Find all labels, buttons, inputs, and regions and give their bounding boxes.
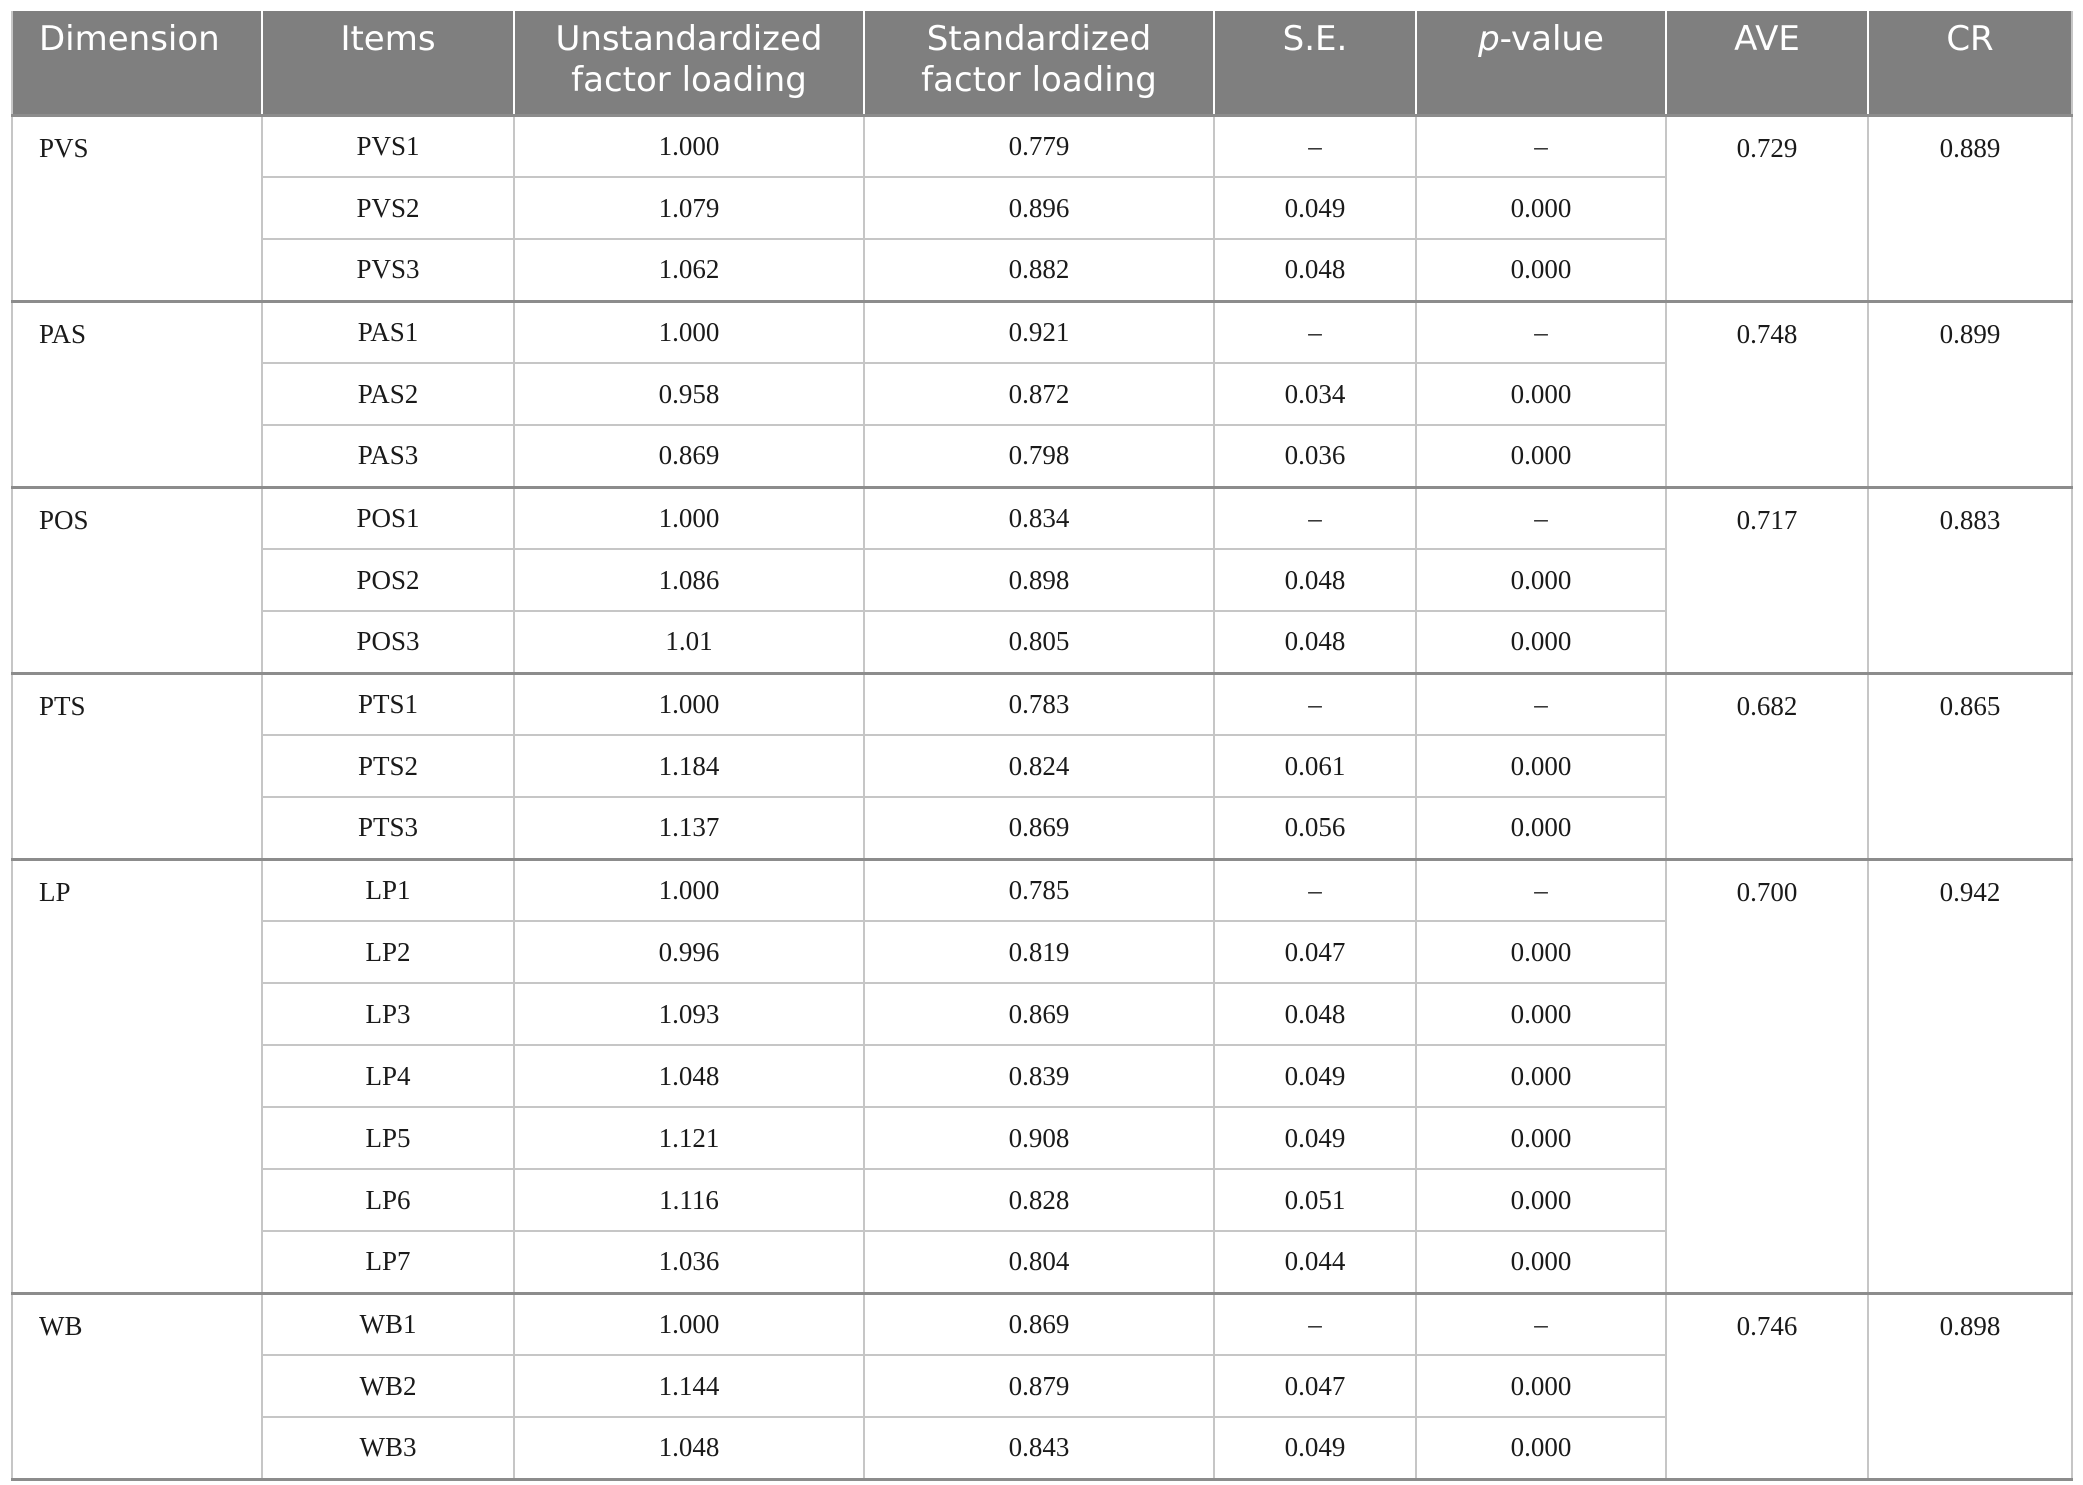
se-cell: –	[1214, 301, 1416, 363]
unstandardized-loading-cell: 1.093	[514, 983, 864, 1045]
cr-cell: 0.898	[1868, 1293, 2072, 1479]
unstandardized-loading-cell: 1.184	[514, 735, 864, 797]
unstandardized-loading-cell: 1.01	[514, 611, 864, 673]
standardized-loading-cell: 0.824	[864, 735, 1214, 797]
item-cell: WB3	[262, 1417, 514, 1479]
ave-cell: 0.746	[1666, 1293, 1868, 1479]
standardized-loading-cell: 0.879	[864, 1355, 1214, 1417]
se-cell: 0.048	[1214, 611, 1416, 673]
ave-cell: 0.682	[1666, 673, 1868, 859]
p-value-cell: 0.000	[1416, 549, 1666, 611]
p-value-cell: 0.000	[1416, 1107, 1666, 1169]
ave-cell: 0.748	[1666, 301, 1868, 487]
standardized-loading-cell: 0.839	[864, 1045, 1214, 1107]
table-row	[12, 1293, 2072, 1355]
unstandardized-loading-cell: 1.079	[514, 177, 864, 239]
standardized-loading-cell: 0.898	[864, 549, 1214, 611]
unstandardized-loading-cell: 1.062	[514, 239, 864, 301]
se-cell: 0.061	[1214, 735, 1416, 797]
standardized-loading-cell: 0.805	[864, 611, 1214, 673]
header-se: S.E.	[1214, 11, 1416, 115]
dimension-cell: POS	[12, 487, 262, 673]
standardized-loading-cell: 0.804	[864, 1231, 1214, 1293]
unstandardized-loading-cell: 1.036	[514, 1231, 864, 1293]
se-cell: –	[1214, 859, 1416, 921]
p-value-cell: 0.000	[1416, 425, 1666, 487]
p-value-cell: –	[1416, 1293, 1666, 1355]
unstandardized-loading-cell: 0.869	[514, 425, 864, 487]
header-p-italic: p	[1478, 19, 1500, 59]
item-cell: PAS3	[262, 425, 514, 487]
standardized-loading-cell: 0.779	[864, 115, 1214, 177]
standardized-loading-cell: 0.828	[864, 1169, 1214, 1231]
item-cell: WB2	[262, 1355, 514, 1417]
se-cell: 0.047	[1214, 1355, 1416, 1417]
header-p-value	[1416, 11, 1666, 115]
item-cell: PTS2	[262, 735, 514, 797]
p-value-cell: –	[1416, 859, 1666, 921]
dimension-cell: PTS	[12, 673, 262, 859]
unstandardized-loading-cell: 1.000	[514, 301, 864, 363]
unstandardized-loading-cell: 1.000	[514, 487, 864, 549]
cr-cell: 0.889	[1868, 115, 2072, 301]
se-cell: 0.049	[1214, 177, 1416, 239]
dimension-cell: PAS	[12, 301, 262, 487]
se-cell: –	[1214, 673, 1416, 735]
unstandardized-loading-cell: 0.958	[514, 363, 864, 425]
p-value-cell: 0.000	[1416, 1045, 1666, 1107]
se-cell: 0.049	[1214, 1417, 1416, 1479]
item-cell: PAS1	[262, 301, 514, 363]
se-cell: 0.048	[1214, 983, 1416, 1045]
item-cell: LP5	[262, 1107, 514, 1169]
item-cell: WB1	[262, 1293, 514, 1355]
unstandardized-loading-cell: 1.086	[514, 549, 864, 611]
unstandardized-loading-cell: 1.000	[514, 859, 864, 921]
header-standardized-loading	[864, 11, 1214, 115]
header-cr: CR	[1868, 11, 2072, 115]
se-cell: –	[1214, 487, 1416, 549]
dimension-cell: WB	[12, 1293, 262, 1479]
standardized-loading-cell: 0.921	[864, 301, 1214, 363]
item-cell: PTS1	[262, 673, 514, 735]
header-standardized-line2: factor loading	[921, 60, 1157, 100]
p-value-cell: –	[1416, 301, 1666, 363]
table-body	[12, 115, 2072, 1479]
cr-cell: 0.899	[1868, 301, 2072, 487]
dimension-cell: PVS	[12, 115, 262, 301]
table-row	[12, 673, 2072, 735]
table-row	[12, 859, 2072, 921]
standardized-loading-cell: 0.869	[864, 797, 1214, 859]
standardized-loading-cell: 0.908	[864, 1107, 1214, 1169]
unstandardized-loading-cell: 1.000	[514, 673, 864, 735]
table-header	[12, 11, 2072, 115]
header-standardized-line1: Standardized	[926, 19, 1152, 59]
cr-cell: 0.942	[1868, 859, 2072, 1293]
p-value-cell: –	[1416, 673, 1666, 735]
standardized-loading-cell: 0.869	[864, 983, 1214, 1045]
unstandardized-loading-cell: 1.144	[514, 1355, 864, 1417]
unstandardized-loading-cell: 1.000	[514, 1293, 864, 1355]
se-cell: –	[1214, 1293, 1416, 1355]
se-cell: 0.051	[1214, 1169, 1416, 1231]
standardized-loading-cell: 0.785	[864, 859, 1214, 921]
standardized-loading-cell: 0.896	[864, 177, 1214, 239]
standardized-loading-cell: 0.798	[864, 425, 1214, 487]
p-value-cell: –	[1416, 115, 1666, 177]
item-cell: LP7	[262, 1231, 514, 1293]
header-unstandardized-line1: Unstandardized	[555, 19, 823, 59]
item-cell: POS1	[262, 487, 514, 549]
ave-cell: 0.700	[1666, 859, 1868, 1293]
factor-loading-table	[11, 11, 2073, 1481]
standardized-loading-cell: 0.843	[864, 1417, 1214, 1479]
standardized-loading-cell: 0.819	[864, 921, 1214, 983]
item-cell: LP3	[262, 983, 514, 1045]
se-cell: 0.048	[1214, 549, 1416, 611]
p-value-cell: 0.000	[1416, 611, 1666, 673]
header-ave: AVE	[1666, 11, 1868, 115]
p-value-cell: 0.000	[1416, 177, 1666, 239]
item-cell: LP2	[262, 921, 514, 983]
header-row	[12, 11, 2072, 115]
se-cell: 0.048	[1214, 239, 1416, 301]
standardized-loading-cell: 0.872	[864, 363, 1214, 425]
unstandardized-loading-cell: 1.048	[514, 1045, 864, 1107]
item-cell: LP1	[262, 859, 514, 921]
header-dimension: Dimension	[12, 11, 262, 115]
se-cell: 0.044	[1214, 1231, 1416, 1293]
item-cell: PTS3	[262, 797, 514, 859]
item-cell: PVS1	[262, 115, 514, 177]
p-value-cell: 0.000	[1416, 1417, 1666, 1479]
unstandardized-loading-cell: 1.000	[514, 115, 864, 177]
table-row	[12, 301, 2072, 363]
item-cell: LP4	[262, 1045, 514, 1107]
cr-cell: 0.865	[1868, 673, 2072, 859]
p-value-cell: 0.000	[1416, 1355, 1666, 1417]
table-row	[12, 487, 2072, 549]
p-value-cell: 0.000	[1416, 797, 1666, 859]
se-cell: 0.034	[1214, 363, 1416, 425]
se-cell: 0.049	[1214, 1107, 1416, 1169]
item-cell: PVS2	[262, 177, 514, 239]
p-value-cell: 0.000	[1416, 1169, 1666, 1231]
results-table-wrapper	[11, 11, 2071, 1481]
unstandardized-loading-cell: 1.048	[514, 1417, 864, 1479]
dimension-cell: LP	[12, 859, 262, 1293]
p-value-cell: 0.000	[1416, 921, 1666, 983]
p-value-cell: –	[1416, 487, 1666, 549]
item-cell: LP6	[262, 1169, 514, 1231]
se-cell: 0.056	[1214, 797, 1416, 859]
item-cell: PAS2	[262, 363, 514, 425]
header-p-rest: -value	[1499, 19, 1604, 59]
item-cell: POS2	[262, 549, 514, 611]
item-cell: PVS3	[262, 239, 514, 301]
standardized-loading-cell: 0.783	[864, 673, 1214, 735]
p-value-cell: 0.000	[1416, 363, 1666, 425]
ave-cell: 0.717	[1666, 487, 1868, 673]
se-cell: –	[1214, 115, 1416, 177]
item-cell: POS3	[262, 611, 514, 673]
header-unstandardized-loading	[514, 11, 864, 115]
unstandardized-loading-cell: 1.121	[514, 1107, 864, 1169]
ave-cell: 0.729	[1666, 115, 1868, 301]
unstandardized-loading-cell: 1.116	[514, 1169, 864, 1231]
standardized-loading-cell: 0.834	[864, 487, 1214, 549]
table-row	[12, 115, 2072, 177]
p-value-cell: 0.000	[1416, 983, 1666, 1045]
p-value-cell: 0.000	[1416, 735, 1666, 797]
se-cell: 0.047	[1214, 921, 1416, 983]
header-items: Items	[262, 11, 514, 115]
se-cell: 0.049	[1214, 1045, 1416, 1107]
se-cell: 0.036	[1214, 425, 1416, 487]
unstandardized-loading-cell: 0.996	[514, 921, 864, 983]
p-value-cell: 0.000	[1416, 1231, 1666, 1293]
p-value-cell: 0.000	[1416, 239, 1666, 301]
cr-cell: 0.883	[1868, 487, 2072, 673]
standardized-loading-cell: 0.869	[864, 1293, 1214, 1355]
standardized-loading-cell: 0.882	[864, 239, 1214, 301]
header-unstandardized-line2: factor loading	[571, 60, 807, 100]
unstandardized-loading-cell: 1.137	[514, 797, 864, 859]
